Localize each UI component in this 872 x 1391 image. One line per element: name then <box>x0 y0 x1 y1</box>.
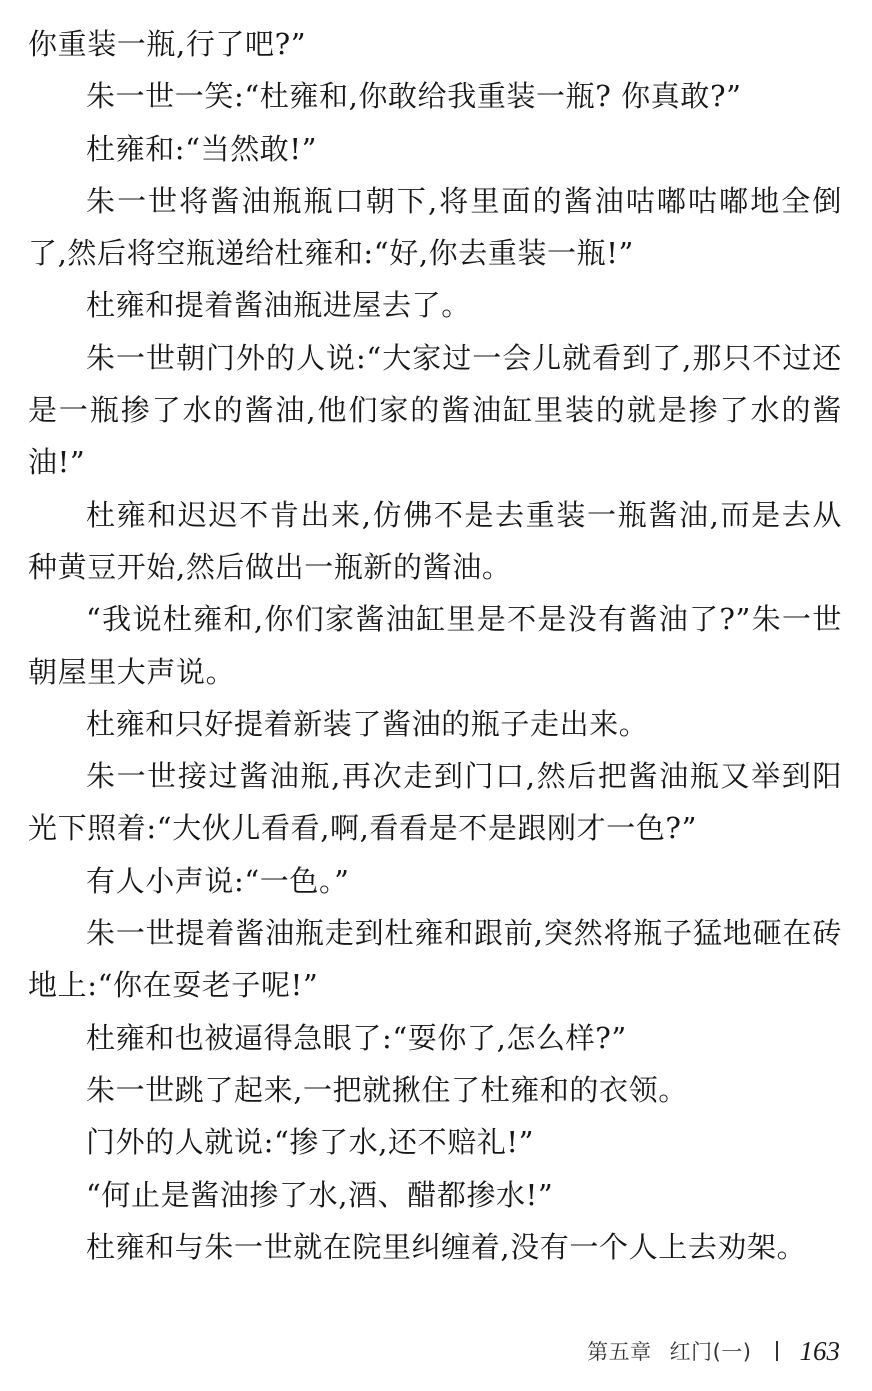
paragraph: 杜雍和与朱一世就在院里纠缠着,没有一个人上去劝架。 <box>86 1229 807 1264</box>
paragraph: 你重装一瓶,行了吧?” <box>28 27 307 61</box>
paragraph: 杜雍和:“当然敢!” <box>86 131 318 166</box>
paragraph: “我说杜雍和,你们家酱油缸里是不是没有酱油了?”朱一世朝屋里大声说。 <box>28 602 842 689</box>
page-footer <box>0 1333 840 1369</box>
paragraph: 朱一世提着酱油瓶走到杜雍和跟前,突然将瓶子猛地砸在砖地上:“你在耍老子呢!” <box>28 916 842 1003</box>
paragraph: 朱一世接过酱油瓶,再次走到门口,然后把酱油瓶又举到阳光下照着:“大伙儿看看,啊,看看是不是跟刚才一色?” <box>28 759 842 846</box>
paragraph: 门外的人就说:“掺了水,还不赔礼!” <box>86 1125 535 1160</box>
paragraph: 杜雍和也被逼得急眼了:“耍你了,怎么样?” <box>86 1020 627 1055</box>
paragraph: 朱一世朝门外的人说:“大家过一会儿就看到了,那只不过还是一瓶掺了水的酱油,他们家的酱油缸里装的就是掺了水的酱油!” <box>28 340 842 480</box>
paragraph: 朱一世一笑:“杜雍和,你敢给我重装一瓶? 你真敢?” <box>86 79 742 114</box>
paragraph: 杜雍和提着酱油瓶进屋去了。 <box>86 288 471 323</box>
paragraph: 杜雍和只好提着新装了酱油的瓶子走出来。 <box>86 706 649 741</box>
chapter-label: 第五章 <box>587 1340 652 1364</box>
page-body <box>28 18 842 1273</box>
paragraph: 朱一世将酱油瓶瓶口朝下,将里面的酱油咕嘟咕嘟地全倒了,然后将空瓶递给杜雍和:“好,你去重装一瓶!” <box>28 183 842 271</box>
paragraph: 有人小声说:“一色。” <box>86 863 350 898</box>
page-number: 163 <box>799 1335 840 1366</box>
footer-divider <box>776 1341 778 1361</box>
section-label: 红门(一) <box>669 1340 752 1364</box>
paragraph: 朱一世跳了起来,一把就揪住了杜雍和的衣领。 <box>86 1072 688 1107</box>
paragraph: “何止是酱油掺了水,酒、醋都掺水!” <box>86 1177 554 1212</box>
running-header <box>587 1336 751 1366</box>
paragraph: 杜雍和迟迟不肯出来,仿佛不是去重装一瓶酱油,而是去从种黄豆开始,然后做出一瓶新的酱油。 <box>28 497 842 584</box>
